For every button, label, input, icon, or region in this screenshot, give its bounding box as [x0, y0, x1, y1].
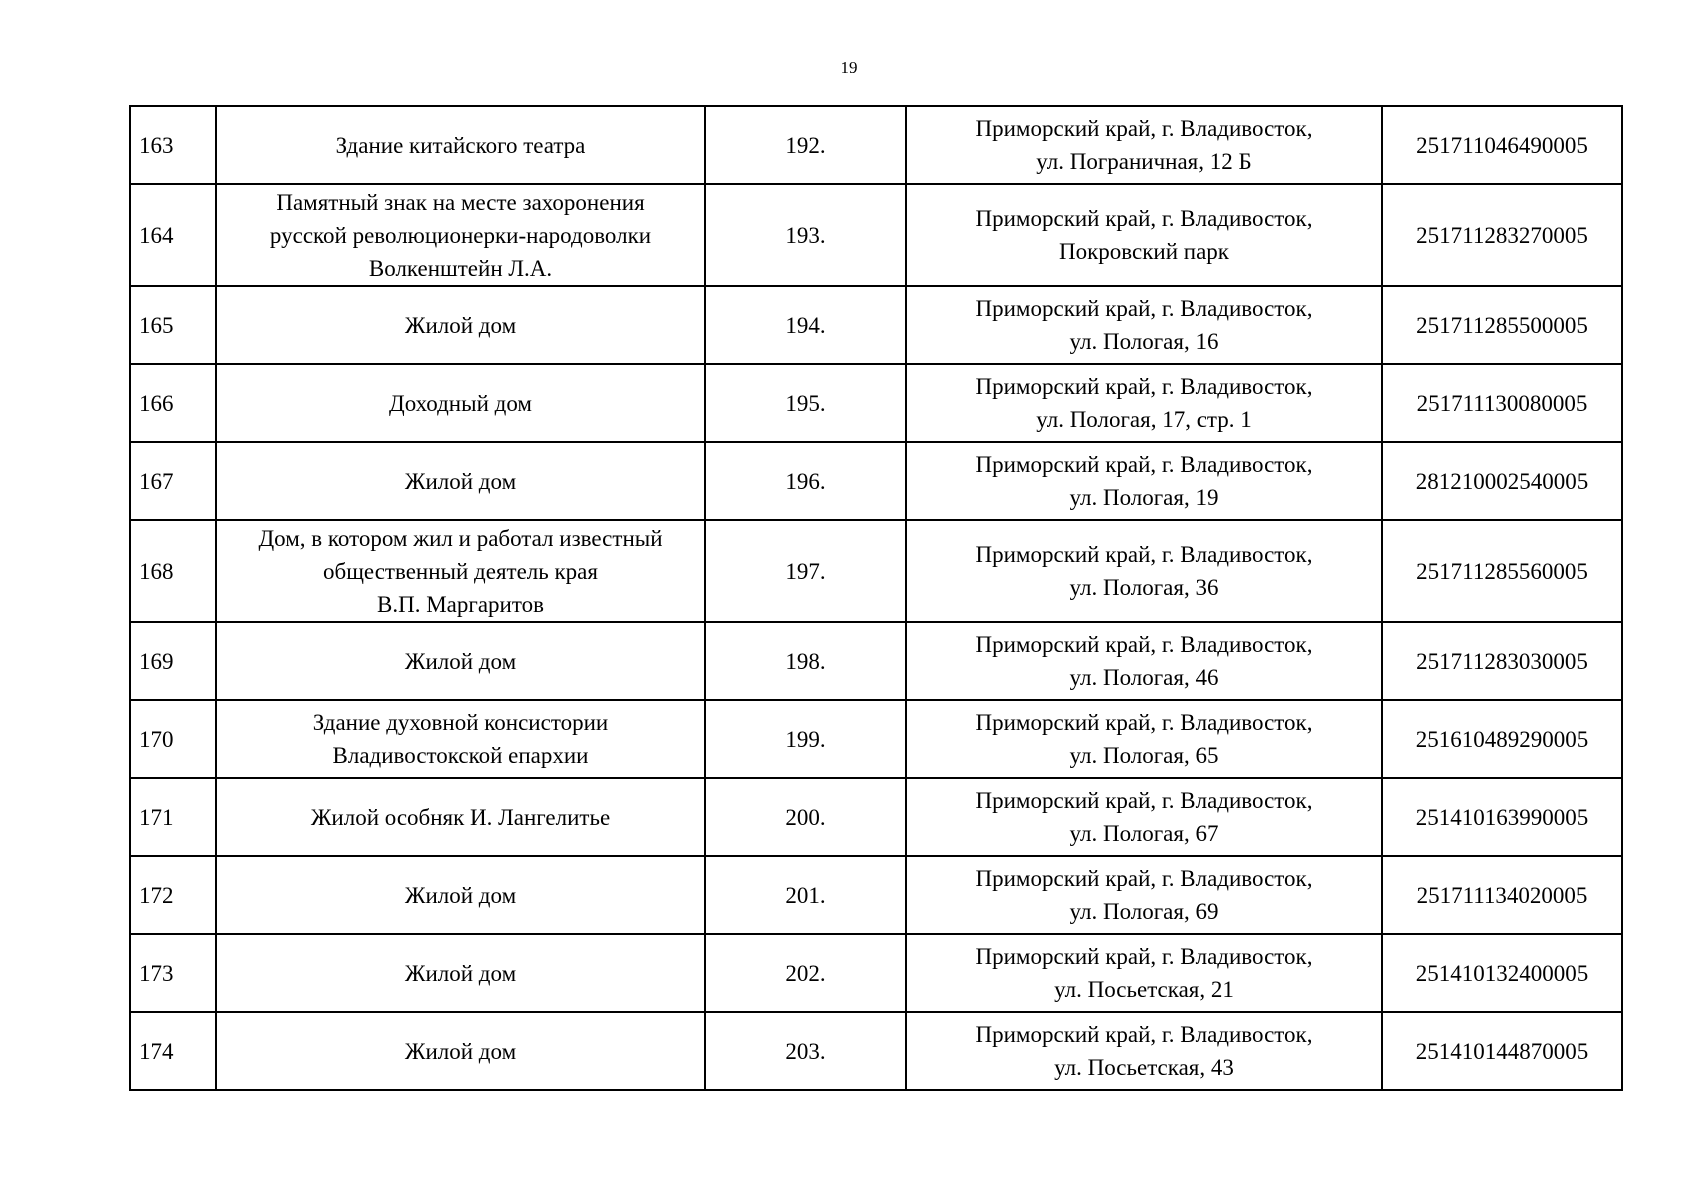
row-number-cell: [130, 1012, 216, 1090]
address-line: Приморский край, г. Владивосток,: [975, 296, 1313, 321]
row-number-cell: [130, 106, 216, 184]
item-number: 203.: [785, 1038, 826, 1064]
address-line: Приморский край, г. Владивосток,: [975, 452, 1313, 477]
item-number: 201.: [785, 882, 826, 908]
object-name-cell: [216, 520, 705, 622]
address-line: Покровский парк: [1059, 239, 1229, 264]
registry-code-cell: [1382, 856, 1622, 934]
registry-code: 251410163990005: [1415, 804, 1589, 830]
row-number: 171: [139, 804, 174, 830]
object-name-line: русской революционерки-народоволки: [269, 222, 652, 248]
item-number: 202.: [785, 960, 826, 986]
object-name-cell: [216, 934, 705, 1012]
table-row: [130, 856, 1622, 934]
registry-code-cell: [1382, 106, 1622, 184]
object-name-line: Памятный знак на месте захоронения: [276, 189, 645, 215]
row-number-cell: [130, 622, 216, 700]
item-number-cell: [705, 184, 906, 286]
row-number: 172: [139, 882, 174, 908]
heritage-register-table: [129, 105, 1623, 1091]
object-name-line: Здание китайского театра: [335, 132, 586, 158]
address-line: Приморский край, г. Владивосток,: [975, 116, 1313, 141]
address-line: ул. Пограничная, 12 Б: [1036, 149, 1252, 174]
address-line: ул. Пологая, 65: [1069, 743, 1219, 768]
object-name-cell: [216, 106, 705, 184]
registry-code-cell: [1382, 1012, 1622, 1090]
registry-code-cell: [1382, 364, 1622, 442]
table-row: [130, 778, 1622, 856]
object-name-line: В.П. Маргаритов: [377, 591, 544, 617]
address-line: Приморский край, г. Владивосток,: [975, 1022, 1313, 1047]
object-name-cell: [216, 364, 705, 442]
address-line: ул. Посьетская, 21: [1054, 977, 1234, 1002]
address-cell: [906, 856, 1382, 934]
row-number: 170: [139, 726, 174, 752]
item-number-cell: [705, 622, 906, 700]
address-line: ул. Пологая, 17, стр. 1: [1036, 407, 1252, 432]
table-row: [130, 184, 1622, 286]
registry-code-cell: [1382, 934, 1622, 1012]
address-cell: [906, 286, 1382, 364]
row-number: 168: [139, 558, 174, 584]
address-line: ул. Пологая, 69: [1069, 899, 1219, 924]
object-name-line: Жилой дом: [404, 1038, 517, 1064]
address-cell: [906, 778, 1382, 856]
address-cell: [906, 934, 1382, 1012]
object-name-cell: [216, 1012, 705, 1090]
address-line: Приморский край, г. Владивосток,: [975, 788, 1313, 813]
item-number: 192.: [785, 132, 826, 158]
registry-code: 251711285500005: [1416, 312, 1588, 338]
page-number: 19: [840, 58, 858, 77]
row-number-cell: [130, 778, 216, 856]
object-name-cell: [216, 442, 705, 520]
row-number: 173: [139, 960, 174, 986]
address-cell: [906, 442, 1382, 520]
table-row: [130, 622, 1622, 700]
row-number-cell: [130, 856, 216, 934]
row-number: 164: [139, 222, 174, 248]
item-number: 199.: [785, 726, 826, 752]
table-row: [130, 1012, 1622, 1090]
table-row: [130, 106, 1622, 184]
row-number-cell: [130, 286, 216, 364]
item-number: 197.: [785, 558, 826, 584]
object-name-line: Жилой дом: [404, 882, 517, 908]
address-line: ул. Посьетская, 43: [1054, 1055, 1234, 1080]
item-number-cell: [705, 856, 906, 934]
address-line: ул. Пологая, 67: [1069, 821, 1219, 846]
address-cell: [906, 1012, 1382, 1090]
object-name-line: Жилой дом: [404, 648, 517, 674]
object-name-line: Жилой дом: [404, 960, 517, 986]
address-cell: [906, 184, 1382, 286]
object-name-cell: [216, 622, 705, 700]
address-cell: [906, 106, 1382, 184]
address-line: Приморский край, г. Владивосток,: [975, 710, 1313, 735]
address-line: Приморский край, г. Владивосток,: [975, 374, 1313, 399]
address-line: Приморский край, г. Владивосток,: [975, 542, 1313, 567]
object-name-cell: [216, 184, 705, 286]
item-number-cell: [705, 934, 906, 1012]
address-line: ул. Пологая, 36: [1069, 575, 1219, 600]
row-number-cell: [130, 700, 216, 778]
registry-code-cell: [1382, 442, 1622, 520]
row-number: 167: [139, 468, 174, 494]
table-row: [130, 286, 1622, 364]
row-number: 163: [139, 132, 174, 158]
item-number: 196.: [785, 468, 826, 494]
table-row: [130, 700, 1622, 778]
registry-code: 251711283270005: [1416, 222, 1588, 248]
item-number: 198.: [785, 648, 826, 674]
registry-code: 251410144870005: [1415, 1038, 1589, 1064]
registry-code-cell: [1382, 700, 1622, 778]
address-line: ул. Пологая, 16: [1069, 329, 1219, 354]
object-name-line: Дом, в котором жил и работал известный: [258, 525, 663, 551]
row-number-cell: [130, 520, 216, 622]
row-number-cell: [130, 934, 216, 1012]
address-line: Приморский край, г. Владивосток,: [975, 944, 1313, 969]
table-row: [130, 520, 1622, 622]
object-name-cell: [216, 856, 705, 934]
item-number: 194.: [785, 312, 826, 338]
object-name-line: Жилой особняк И. Лангелитье: [310, 804, 611, 830]
row-number: 165: [139, 312, 174, 338]
item-number: 195.: [785, 390, 826, 416]
item-number-cell: [705, 442, 906, 520]
item-number-cell: [705, 520, 906, 622]
item-number-cell: [705, 778, 906, 856]
registry-code: 251610489290005: [1415, 726, 1589, 752]
registry-code: 251711130080005: [1416, 390, 1588, 416]
registry-code-cell: [1382, 286, 1622, 364]
table-row: [130, 364, 1622, 442]
object-name-line: Жилой дом: [404, 312, 517, 338]
object-name-cell: [216, 286, 705, 364]
item-number-cell: [705, 106, 906, 184]
address-cell: [906, 364, 1382, 442]
item-number: 193.: [785, 222, 826, 248]
object-name-line: общественный деятель края: [323, 558, 598, 584]
row-number-cell: [130, 442, 216, 520]
object-name-cell: [216, 700, 705, 778]
address-cell: [906, 520, 1382, 622]
object-name-line: Доходный дом: [389, 390, 532, 416]
registry-code-cell: [1382, 520, 1622, 622]
table-body: [130, 106, 1622, 1090]
table-row: [130, 934, 1622, 1012]
address-line: Приморский край, г. Владивосток,: [975, 866, 1313, 891]
object-name-line: Волкенштейн Л.А.: [368, 255, 553, 281]
row-number: 169: [139, 648, 174, 674]
item-number-cell: [705, 364, 906, 442]
object-name-cell: [216, 778, 705, 856]
registry-code: 251410132400005: [1415, 960, 1589, 986]
registry-code: 251711283030005: [1416, 648, 1588, 674]
object-name-line: Владивостокской епархии: [332, 743, 589, 768]
row-number: 174: [139, 1038, 174, 1064]
registry-code: 251711046490005: [1416, 132, 1588, 158]
registry-code: 251711134020005: [1416, 882, 1588, 908]
registry-code-cell: [1382, 778, 1622, 856]
address-line: ул. Пологая, 46: [1069, 665, 1219, 690]
row-number-cell: [130, 184, 216, 286]
registry-code: 281210002540005: [1415, 468, 1589, 494]
address-line: Приморский край, г. Владивосток,: [975, 206, 1313, 231]
address-cell: [906, 700, 1382, 778]
registry-code-cell: [1382, 184, 1622, 286]
address-line: Приморский край, г. Владивосток,: [975, 632, 1313, 657]
item-number-cell: [705, 1012, 906, 1090]
address-cell: [906, 622, 1382, 700]
item-number-cell: [705, 286, 906, 364]
registry-code-cell: [1382, 622, 1622, 700]
item-number-cell: [705, 700, 906, 778]
table-row: [130, 442, 1622, 520]
row-number-cell: [130, 364, 216, 442]
item-number: 200.: [785, 804, 826, 830]
object-name-line: Здание духовной консистории: [312, 710, 609, 735]
registry-code: 251711285560005: [1416, 558, 1588, 584]
object-name-line: Жилой дом: [404, 468, 517, 494]
address-line: ул. Пологая, 19: [1069, 485, 1219, 510]
row-number: 166: [139, 390, 174, 416]
